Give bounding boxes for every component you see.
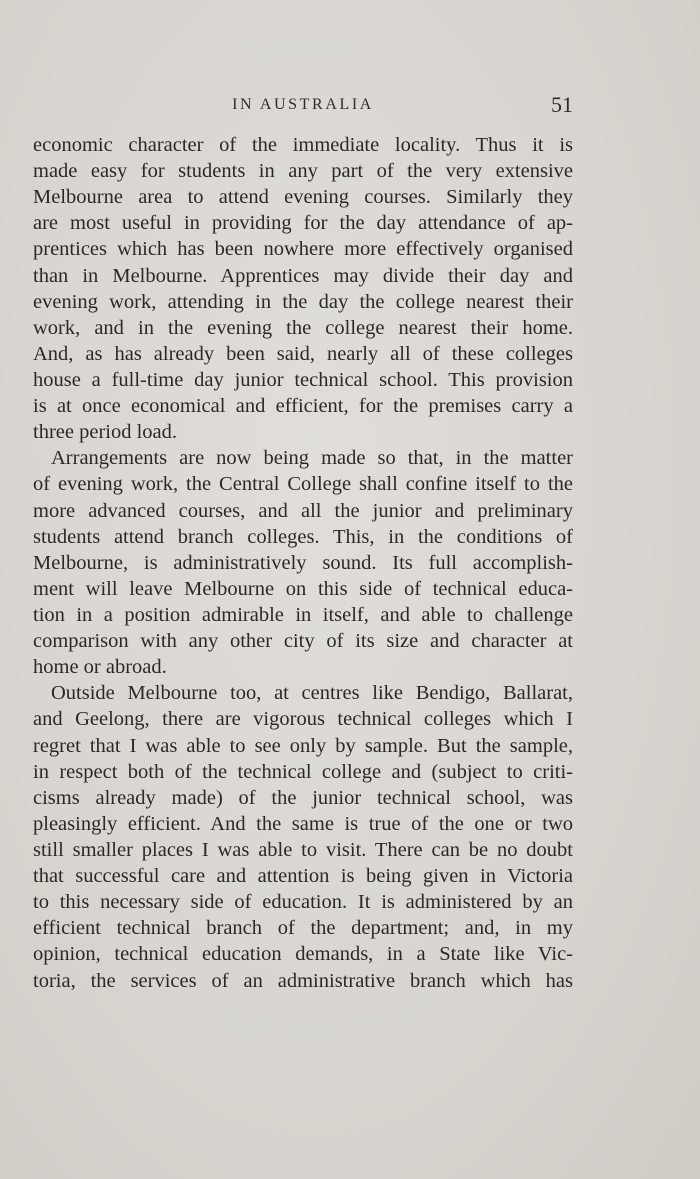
text-line: toria, the services of an administrative branch which has: [33, 969, 573, 992]
text-line: and Geelong, there are vigorous technical colleges which I: [33, 708, 573, 731]
text-line: more advanced courses, and all the junior and preliminary: [33, 499, 573, 522]
text-line: than in Melbourne. Apprentices may divide their day and: [33, 264, 573, 287]
text-line: Melbourne, is administratively sound. Its full accomplish-: [33, 551, 573, 574]
text-line: house a full-time day junior technical school. This provision: [33, 368, 573, 391]
text-line: three period load.: [33, 421, 178, 444]
text-line: regret that I was able to see only by sample. But the sample,: [33, 734, 573, 757]
text-line: in respect both of the technical college and (subject to criti-: [33, 760, 573, 783]
paragraph-first-line: Arrangements are now being made so that, in the matter: [51, 447, 573, 470]
text-line: prentices which has been nowhere more effectively organised: [33, 238, 573, 261]
text-line: that successful care and attention is being given in Victoria: [33, 865, 573, 888]
text-line: economic character of the immediate locality. Thus it is: [33, 134, 573, 156]
paragraph-first-line: Outside Melbourne too, at centres like Bendigo, Ballarat,: [51, 682, 573, 705]
text-line: work, and in the evening the college nearest their home.: [33, 316, 573, 339]
text-line: of evening work, the Central College shall confine itself to the: [33, 473, 573, 496]
text-line: efficient technical branch of the department; and, in my: [33, 917, 573, 940]
body-text: [33, 132, 573, 994]
text-line: are most useful in providing for the day attendance of ap-: [33, 212, 573, 235]
text-line: home or abroad.: [33, 656, 167, 679]
running-title: IN AUSTRALIA: [232, 96, 374, 113]
text-line: evening work, attending in the day the college nearest their: [33, 290, 573, 313]
text-line: comparison with any other city of its size and character at: [33, 630, 573, 653]
text-line: to this necessary side of education. It is administered by an: [33, 891, 573, 914]
running-header: [33, 92, 573, 122]
text-line: tion in a position admirable in itself, and able to challenge: [33, 603, 573, 626]
text-line: cisms already made) of the junior technical school, was: [33, 786, 573, 809]
text-line: ment will leave Melbourne on this side of technical educa-: [33, 577, 573, 600]
text-line: is at once economical and efficient, for the premises carry a: [33, 395, 573, 418]
page-number: 51: [551, 92, 573, 117]
text-line: And, as has already been said, nearly all of these colleges: [33, 342, 573, 365]
text-line: students attend branch colleges. This, in the conditions of: [33, 525, 573, 548]
text-line: still smaller places I was able to visit. There can be no doubt: [33, 838, 573, 861]
text-line: Melbourne area to attend evening courses. Similarly they: [33, 186, 573, 209]
text-line: opinion, technical education demands, in a State like Vic-: [33, 943, 573, 966]
text-line: made easy for students in any part of the very extensive: [33, 160, 573, 183]
text-line: pleasingly efficient. And the same is true of the one or two: [33, 812, 573, 835]
